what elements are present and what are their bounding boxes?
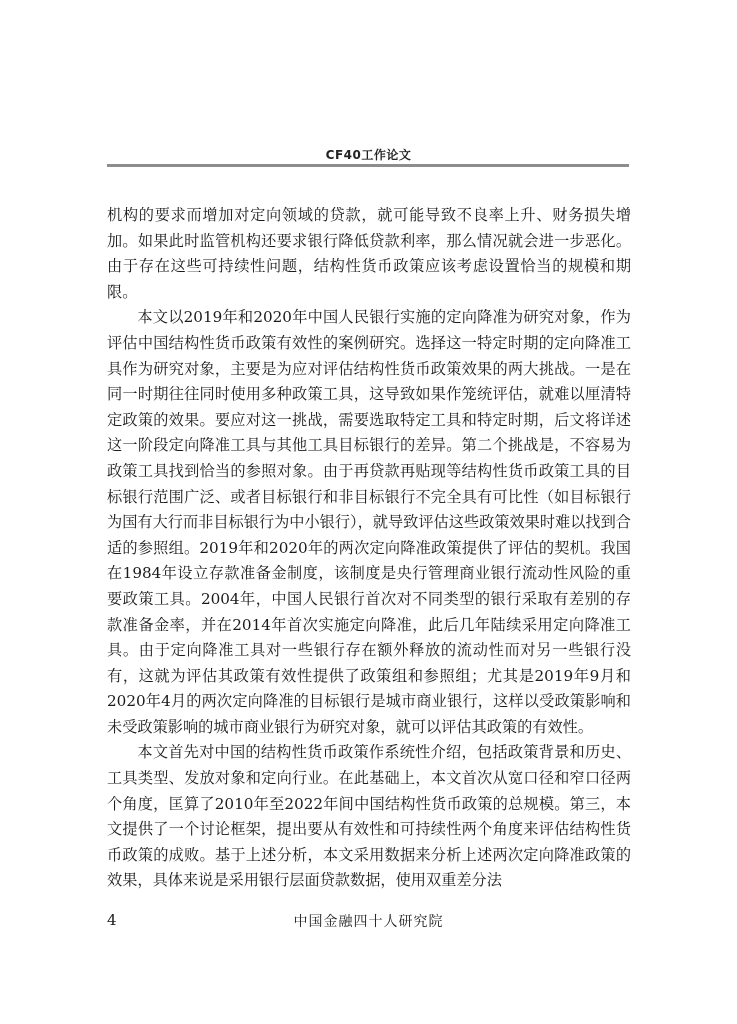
header-rule — [107, 164, 629, 167]
paragraph-overview: 本文首先对中国的结构性货币政策作系统性介绍，包括政策背景和历史、工具类型、发放对象和定向行业。在此基础上，本文首次从宽口径和窄口径两个角度，匡算了2010年至2022年间中国结构性货币政策的总规模。第三，本文提供了一个讨论框架，提出要从有效性和可持续性两个角度来评估结构性货币政策的成败。基于上述分析，本文采用数据来分析上述两次定向降准政策的效果，具体来说是采用银行层面贷款数据，使用双重差分法 — [107, 743, 631, 890]
paragraph-research-object: 本文以2019年和2020年中国人民银行实施的定向降准为研究对象，作为评估中国结构性货币政策有效性的案例研究。选择这一特定时期的定向降准工具作为研究对象，主要是为应对评估结构性货币政策效果的两大挑战。一是在同一时期往往同时使用多种政策工具，这导致如果作笼统评估，就难以厘清特定政策的效果。要应对这一挑战，需要选取特定工具和特定时期，后文将详述这一阶段定向降准工具与其他工具目标银行的差异。第二个挑战是，不容易为政策工具找到恰当的参照对象。由于再贷款再贴现等结构性货币政策工具的目标银行范围广泛、或者目标银行和非目标银行不完全具有可比性（如目标银行为国有大行而非目标银行为中小银行），就导致评估这些政策效果时难以找到合适的参照组。2019年和2020年的两次定向降准政策提供了评估的契机。我国在1984年设立存款准备金制度，该制度是央行管理商业银行流动性风险的重要政策工具。2004年，中国人民银行首次对不同类型的银行采取有差别的存款准备金率，并在2014年首次实施定向降准，此后几年陆续采用定向降准工具。由于定向降准工具对一些银行存在额外释放的流动性而对另一些银行没有，这就为评估其政策有效性提供了政策组和参照组；尤其是2019年9月和2020年4月的两次定向降准的目标银行是城市商业银行，这样以受政策影响和未受政策影响的城市商业银行为研究对象，就可以评估其政策的有效性。 — [107, 308, 631, 736]
body-text — [107, 203, 631, 894]
paragraph-continued: 机构的要求而增加对定向领域的贷款，就可能导致不良率上升、财务损失增加。如果此时监管机构还要求银行降低贷款利率，那么情况就会进一步恶化。由于存在这些可持续性问题，结构性货币政策应该考虑设置恰当的规模和期限。 — [107, 206, 631, 301]
running-header-title: CF40工作论文 — [325, 148, 412, 162]
footer-organization: 中国金融四十人研究院 — [293, 914, 444, 930]
page-number: 4 — [107, 911, 117, 929]
